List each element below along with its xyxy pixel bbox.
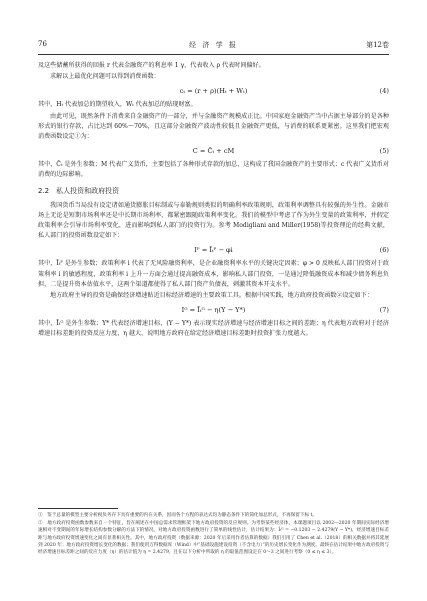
paragraph: 及这些储蓄所获得的回报 r 代表金融资产的利息率 1 γ，代表收入 ρ 代表时间偏好。 xyxy=(38,62,265,69)
footnote-2: ② 地方政府投资函数参数来自一个特征，旨在阐述在中国总需求管理框架下地方政府投资的反应规则。为考察某些经济体，本课题项目以 2002—2020 年期间实际经济增速相对不变期间的年际增长结构参数分解的方法下的情况，对地方政府投资函数进行了简单的线性估计，估计结果为：Īₜᴳ = −0.1203 − 2.4279(Y − Y*)，经济增速目标差距与地方政府投资增速变化之间有显著相关性。其中，地方政府投资（数据来源：2020 年后采用作者估算的数据）我们引用了 Chen et al.（2018）的相关数据并将其延展到 2020 年；地方政府投资增长变化的数据；我们使用万得数据库（Wind）中“基础设施建设投资（不含电力）”的历史增长变化作为测度。最终在估计结果中地方政府投资与经济增速目标差距之间的反应力度（η）的估计值为 η = 2.4279，且在以下分析中所取的 η 的取值范围设定在 0～3 之间进行考察（0 ≤ η ≤ 3）。 xyxy=(38,521,389,556)
equation-number: (5) xyxy=(379,147,389,156)
page-number: 76 xyxy=(38,40,47,48)
equation-6 xyxy=(38,242,389,259)
equation-body: Iᴳ = Īₜᴳ − η(Y − Y*) xyxy=(181,306,246,315)
equation-4 xyxy=(38,83,389,100)
paragraph: 其中，Īₜᴾ 是外生参数；政策利率 i 代表了无风险融资利率，是企业融资利率水平的关键决定因素；φ > 0 反映私人部门投资对于政策利率 i 的敏感程度，政策利率 i 上升一方面会通过提高融资成本，影响私人部门投资，一是通过降低融资成本和减少债务利息负担，二是提升资本估值水平，这两个渠道都使得了私人部门资产负债表，刺激其资本开支水平。 xyxy=(38,260,389,288)
equation-5 xyxy=(38,143,389,160)
header-rule xyxy=(38,54,389,55)
paragraph: 其中，Hₜ 代表加总的期望收入，Wₜ 代表加总的贴现财富。 xyxy=(38,101,197,109)
equation-number: (7) xyxy=(379,306,389,315)
equation-number: (6) xyxy=(379,246,389,255)
equation-body: cₜ = (r + ρ)(Hₜ + Wₜ) xyxy=(179,87,248,96)
equation-7 xyxy=(38,302,389,319)
equation-body: C = C̄ₜ + cM xyxy=(192,147,235,156)
paragraph: 其中，Īₜᴳ 是外生参数；Y* 代表经济增速目标，(Y − Y*) 表示现实经济增速与经济增速目标之间的差距；η 代表地方政府对于经济增速目标差距的投资反应力度，η 越大，说明地方政府在给定经济增速目标差距时投资扩张力度越大。 xyxy=(38,320,389,338)
paragraph: 地方政府主导的投资是确保经济增速贴近目标经济增速的主要政策工具。根据中国实践，地方政府投资函数②设定如下： xyxy=(50,292,373,300)
running-header xyxy=(38,40,389,52)
section-heading: 2.2 私人投资和政府投资 xyxy=(38,186,120,195)
footnote-rule xyxy=(38,508,118,509)
equation-number: (4) xyxy=(379,87,389,96)
paragraph: 我国货币当局没有设定诸如通货膨胀目标制或与泰勒规则类似的明确利率政策规则，政策利率调整具有较强的外生性。金融市场上无论是短期市场利率还是中长期市场利率，都紧密跟随政策利率变化。我们的模型中考虑了作为外生变量的政策利率，并假定政策利率会引导市场利率变化，进而影响到私人部门的投资行为。参考 Modigliani and Miller(1958)等投资理论的经典文献，私人部门的投资函数设定如下： xyxy=(38,201,389,240)
paragraph: 其中，C̄ₜ 是外生参数；M 代表广义货币，主要包括了各种形式存款的加总，这构成了我国金融资产的主要形式；c 代表广义货币对消费的边际影响。 xyxy=(38,161,389,179)
main-text xyxy=(38,61,389,341)
volume-label: 第12卷 xyxy=(366,41,389,49)
paragraph: 由此可见，既然条件下消费来自金融资产的一部分，并与金融资产规模成正比。中国家庭金融资产当中占据主导部分的是各种形式的银行存款，占比达到 60%～70%，且这部分金融资产波动性较低且金融资产更低，与消费的联系更紧密。这里我们把宏观消费函数设定①为： xyxy=(38,112,389,141)
equation-body: Iᴾ = Īₜᴾ − φi xyxy=(194,246,233,255)
footnote-1: ① 鉴于总量的模型主要分析税负务存下具有重要的内在关系，因而各个方程的表达式均为静态条件下的简化加总形式，不再保留下标 t。 xyxy=(38,513,317,518)
footnotes xyxy=(38,512,389,557)
journal-name: 经 济 学 报 xyxy=(189,41,238,49)
paragraph: 求解以上最优化问题可以得到消费函数： xyxy=(50,73,160,81)
